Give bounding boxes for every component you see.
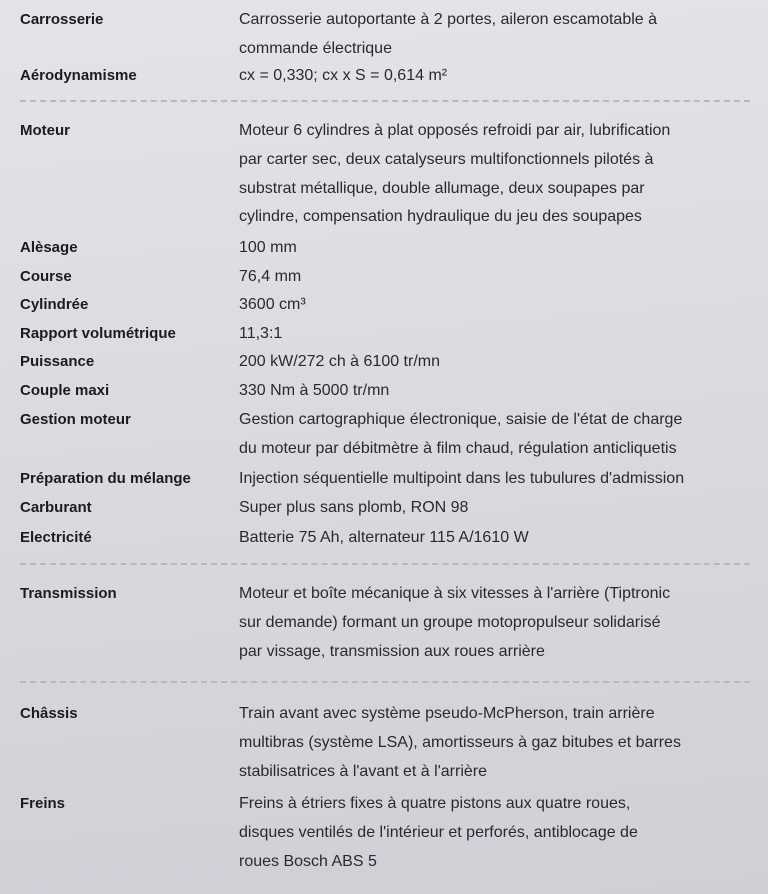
section-divider [20,100,750,102]
spec-value-line: du moteur par débitmètre à film chaud, régulation anticliquetis [239,439,677,457]
spec-value [239,377,754,406]
spec-value-line: substrat métallique, double allumage, deux soupapes par [239,179,645,197]
spec-label: Moteur [20,122,70,139]
spec-label: Cylindrée [20,296,89,313]
spec-value [239,406,754,464]
spec-value-line: multibras (système LSA), amortisseurs à gaz bitubes et barres [239,733,681,751]
spec-value [239,234,754,263]
spec-label: Rapport volumétrique [20,325,176,342]
spec-value [239,62,754,91]
spec-value-line: 200 kW/272 ch à 6100 tr/mn [239,353,440,370]
spec-value-line: disques ventilés de l'intérieur et perforés, antiblocage de [239,823,638,841]
spec-value [239,494,754,523]
spec-label: Châssis [20,705,78,722]
spec-value [239,263,754,292]
spec-value [239,348,754,377]
spec-value-line: Moteur et boîte mécanique à six vitesses à l'arrière (Tiptronic [239,585,671,602]
spec-value [239,700,754,786]
spec-value-line: par vissage, transmission aux roues arrière [239,642,545,660]
spec-value-line: Carrosserie autoportante à 2 portes, aileron escamotable à [239,11,658,28]
spec-label: Transmission [20,585,117,602]
spec-value-line: 100 mm [239,239,297,256]
spec-value-line: par carter sec, deux catalyseurs multifonctionnels pilotés à [239,150,654,168]
spec-value-line: stabilisatrices à l'avant et à l'arrière [239,762,487,780]
spec-value-line: cx = 0,330; cx x S = 0,614 m² [239,67,448,84]
spec-value-line: 76,4 mm [239,268,302,285]
spec-value-line: Gestion cartographique électronique, saisie de l'état de charge [239,411,683,428]
spec-label: Alèsage [20,239,78,256]
spec-label: Electricité [20,529,92,546]
spec-value-line: sur demande) formant un groupe motopropulseur solidarisé [239,613,661,631]
spec-label: Course [20,268,72,285]
spec-value-line: 3600 cm³ [239,296,306,313]
spec-value-line: 11,3:1 [239,325,283,342]
spec-value [239,524,754,553]
spec-value [239,117,754,232]
spec-label: Gestion moteur [20,411,131,428]
spec-value-line: Freins à étriers fixes à quatre pistons aux quatre roues, [239,795,631,812]
spec-value-line: cylindre, compensation hydraulique du jeu des soupapes [239,208,642,226]
spec-label: Préparation du mélange [20,470,191,487]
spec-value-line: Super plus sans plomb, RON 98 [239,499,469,516]
spec-value [239,580,754,666]
spec-label: Couple maxi [20,382,110,399]
spec-value-line: Injection séquentielle multipoint dans les tubulures d'admission [239,470,685,487]
spec-value-line: roues Bosch ABS 5 [239,852,377,870]
section-divider [20,681,750,683]
spec-label: Carrosserie [20,11,104,28]
spec-value-line: 330 Nm à 5000 tr/mn [239,382,390,399]
spec-label: Freins [20,795,66,812]
spec-value-line: Batterie 75 Ah, alternateur 115 A/1610 W [239,529,529,546]
spec-label: Puissance [20,353,95,370]
spec-value-line: Train avant avec système pseudo-McPherson, train arrière [239,705,655,722]
spec-value-line: commande électrique [239,39,392,57]
spec-value [239,465,754,494]
spec-value [239,6,754,64]
spec-label: Aérodynamisme [20,67,137,84]
section-divider [20,563,750,565]
spec-label: Carburant [20,499,92,516]
spec-value [239,291,754,320]
spec-value [239,320,754,349]
spec-value [239,790,754,876]
spec-value-line: Moteur 6 cylindres à plat opposés refroidi par air, lubrification [239,122,671,139]
